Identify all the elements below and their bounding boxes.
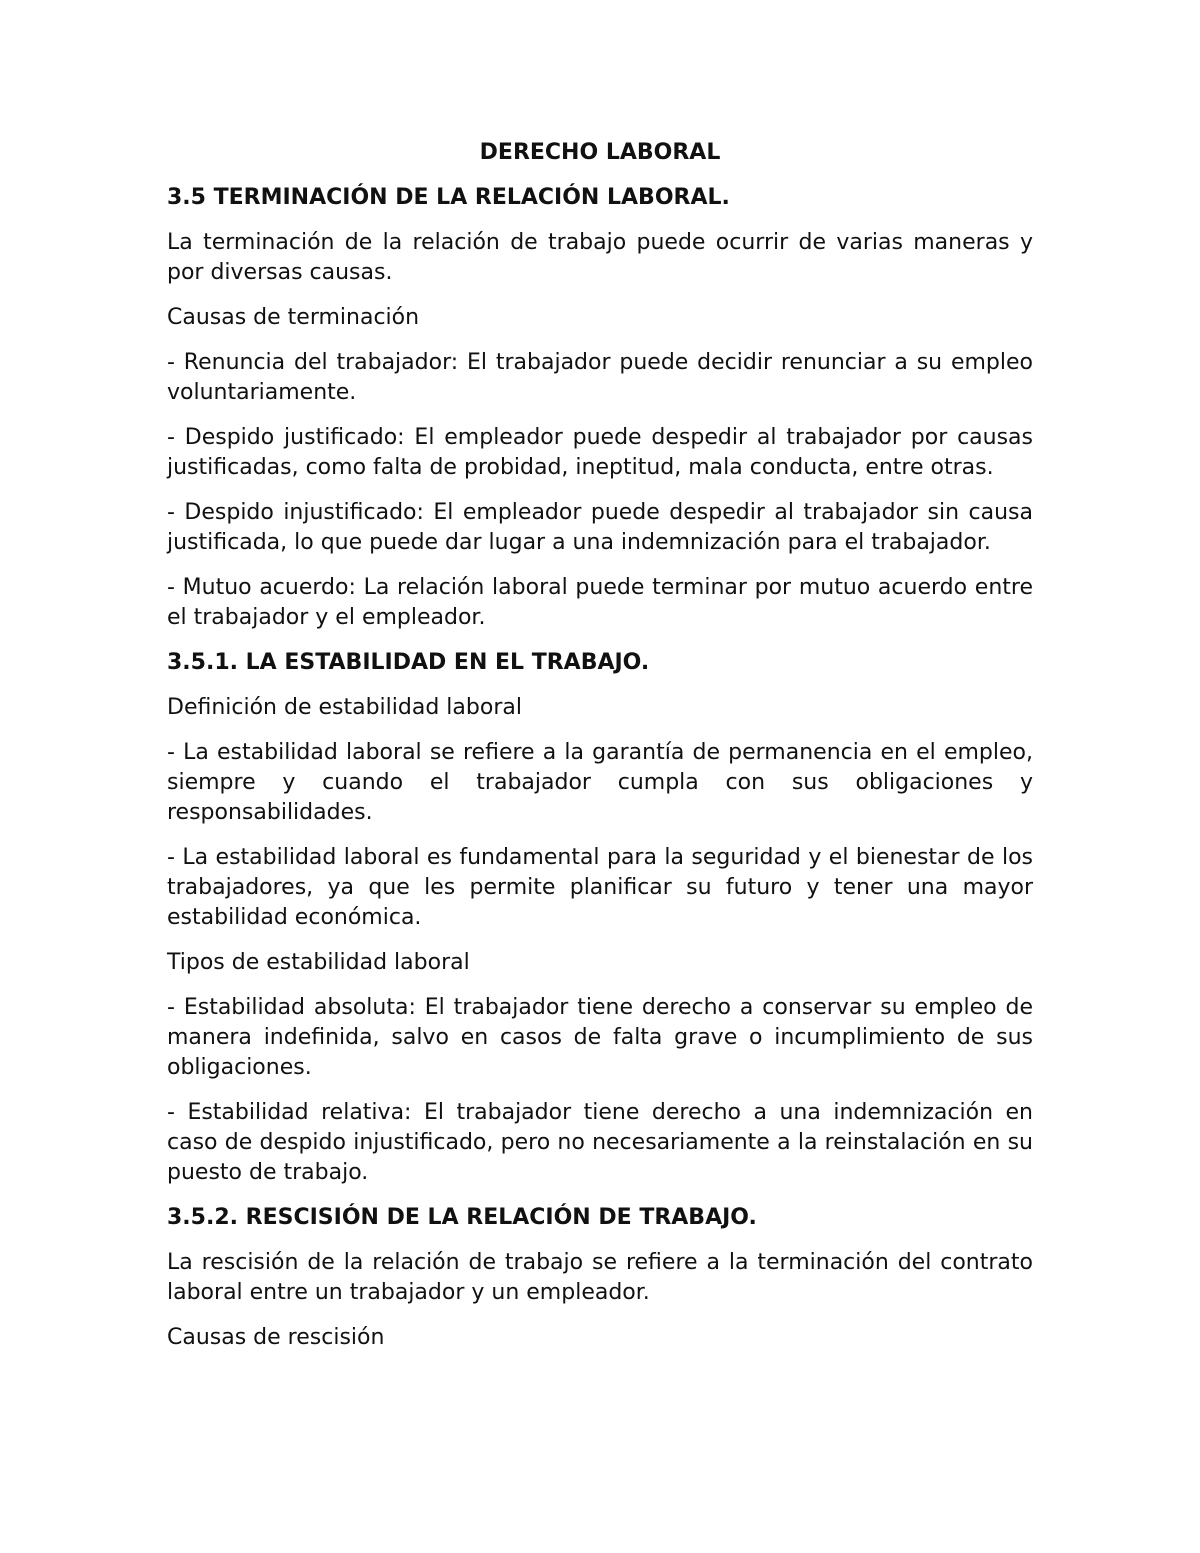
paragraph-rescision: La rescisión de la relación de trabajo se refiere a la terminación del contrato laboral entre un trabajador y un empleador. — [167, 1250, 1033, 1305]
list-item-estabilidad-relativa: - Estabilidad relativa: El trabajador tiene derecho a una indemnización en caso de despido injustificado, pero no necesariamente a la reinstalación en su puesto de trabajo. — [167, 1100, 1033, 1185]
section-heading-3-5: 3.5 TERMINACIÓN DE LA RELACIÓN LABORAL. — [167, 185, 730, 210]
list-item-renuncia: - Renuncia del trabajador: El trabajador puede decidir renunciar a su empleo voluntariamente. — [167, 350, 1033, 405]
list-item-despido-injustificado: - Despido injustificado: El empleador puede despedir al trabajador sin causa justificada, lo que puede dar lugar a una indemnización para el trabajador. — [167, 500, 1033, 555]
document-title: DERECHO LABORAL — [479, 140, 721, 165]
paragraph-causas-terminacion: Causas de terminación — [167, 305, 420, 330]
section-heading-3-5-1: 3.5.1. LA ESTABILIDAD EN EL TRABAJO. — [167, 650, 650, 675]
list-item-despido-justificado: - Despido justificado: El empleador puede despedir al trabajador por causas justificadas, como falta de probidad, ineptitud, mala conducta, entre otras. — [167, 425, 1033, 480]
document-page — [167, 138, 1033, 1368]
list-item-estabilidad-fundamental: - La estabilidad laboral es fundamental para la seguridad y el bienestar de los trabajadores, ya que les permite planificar su futuro y tener una mayor estabilidad económica. — [167, 845, 1033, 930]
list-item-mutuo-acuerdo: - Mutuo acuerdo: La relación laboral puede terminar por mutuo acuerdo entre el trabajador y el empleador. — [167, 575, 1033, 630]
list-item-estabilidad-absoluta: - Estabilidad absoluta: El trabajador tiene derecho a conservar su empleo de manera indefinida, salvo en casos de falta grave o incumplimiento de sus obligaciones. — [167, 995, 1033, 1080]
paragraph-intro: La terminación de la relación de trabajo puede ocurrir de varias maneras y por diversas causas. — [167, 230, 1033, 285]
paragraph-tipos: Tipos de estabilidad laboral — [167, 950, 470, 975]
list-item-estabilidad-garantia: - La estabilidad laboral se refiere a la garantía de permanencia en el empleo, siempre y cuando el trabajador cumpla con sus obligaciones y responsabilidades. — [167, 740, 1033, 825]
paragraph-causas-rescision: Causas de rescisión — [167, 1325, 385, 1350]
paragraph-definicion: Definición de estabilidad laboral — [167, 695, 522, 720]
section-heading-3-5-2: 3.5.2. RESCISIÓN DE LA RELACIÓN DE TRABAJO. — [167, 1205, 757, 1230]
